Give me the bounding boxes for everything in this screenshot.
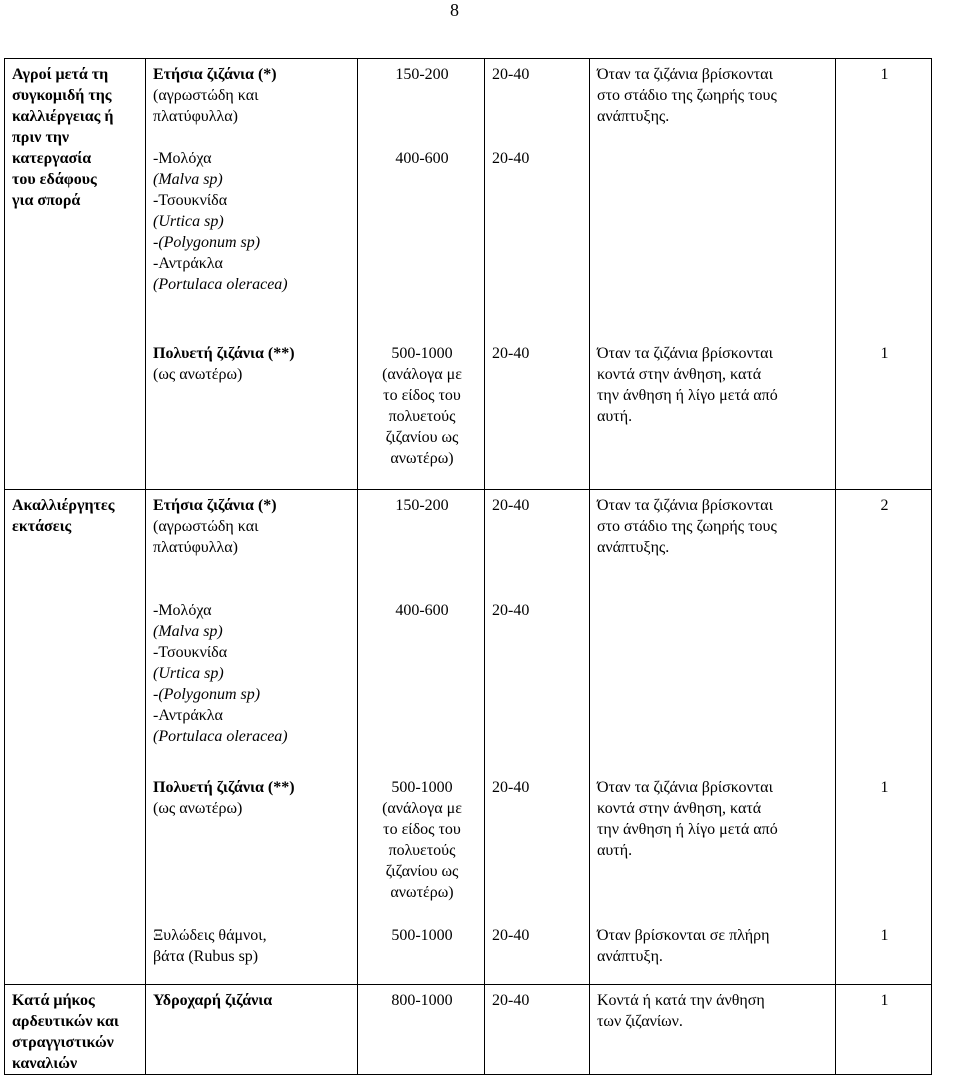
timing-line: ανάπτυξη. [597,947,663,965]
timing-line: την άνθηση ή λίγο μετά από [597,386,778,404]
weed-species-item: -Αντράκλα [153,706,223,724]
application-area-line: καλλιέργειας ή [12,108,114,125]
dose-note: (ανάλογα με [382,799,462,817]
timing-line: αυτή. [597,407,633,425]
application-area-line: αρδευτικών και [12,1013,119,1030]
weed-species-item: -(Polygonum sp) [153,685,261,703]
weed-type-title: Ετήσια ζιζάνια (*) [153,497,277,514]
water-volume-cell: 20-40 [485,920,590,985]
timing-cell [590,338,836,490]
weeds-cell [146,59,358,338]
weed-type-line: (αγρωστώδη και [153,87,259,104]
dose-cell: 400-600 [358,595,485,772]
dose-note: πολυετούς [388,841,456,859]
timing-line: ανάπτυξης. [597,108,670,125]
application-area-cell [5,595,146,772]
weed-type-line: (ως ανωτέρω) [153,799,243,817]
timing-cell [590,490,836,595]
weeds-cell [146,985,358,1075]
weeds-cell [146,490,358,595]
table-row [5,772,932,920]
application-area-cell [5,985,146,1075]
weed-species-item: -Αντράκλα [153,255,223,272]
weeds-cell [146,920,358,985]
weed-species-item: (Portulaca oleracea) [153,727,288,745]
application-area-line: πριν την [12,129,70,146]
weeds-cell [146,338,358,490]
timing-line: στο στάδιο της ζωηρής τους [597,518,777,535]
application-area-cell [5,490,146,595]
weed-species-item: (Malva sp) [153,622,223,640]
timing-line: Όταν τα ζιζάνια βρίσκονται [597,66,773,83]
applications-count-cell: 1 [836,338,932,490]
timing-cell [590,59,836,338]
application-area-cell [5,59,146,338]
dose-cell [358,338,485,490]
application-area-line: Ακαλλιέργητες [12,497,115,514]
dose-cell: 150-200 [358,490,485,595]
weed-type-line: (ως ανωτέρω) [153,365,243,383]
water-volume-cell: 20-40 [485,985,590,1075]
weed-species-item: (Urtica sp) [153,664,224,682]
applications-count-cell: 1 [836,920,932,985]
weed-species-item: -(Polygonum sp) [153,234,261,251]
timing-line: Όταν τα ζιζάνια βρίσκονται [597,344,773,362]
dose-cell: 800-1000 [358,985,485,1075]
weed-species-item: -Τσουκνίδα [153,192,228,209]
table-row [5,338,932,490]
application-area-line: κατεργασία [12,150,92,167]
weed-type-line: βάτα (Rubus sp) [153,947,259,965]
timing-line: ανάπτυξης. [597,539,670,556]
weed-species-item: -Μολόχα [153,150,212,167]
water-volume-cell: 20-40 [485,490,590,595]
timing-cell [590,595,836,772]
weed-type-title: Πολυετή ζιζάνια (**) [153,344,295,362]
application-area-line: στραγγιστικών [12,1034,114,1051]
weeds-cell [146,595,358,772]
table-row [5,985,932,1075]
water-volume-value: 20-40 [492,150,530,167]
water-volume-cell [485,59,590,338]
weed-type-title: Υδροχαρή ζιζάνια [153,992,273,1009]
weed-type-title: Ετήσια ζιζάνια (*) [153,66,277,83]
application-area-line: συγκομιδή της [12,87,112,104]
weed-species-item: -Μολόχα [153,601,212,619]
application-area-cell [5,920,146,985]
dose-cell: 500-1000 [358,920,485,985]
applications-count-cell: 1 [836,985,932,1075]
dose-note: ζιζανίου ως [385,428,459,446]
application-area-line: Κατά μήκος [12,992,95,1009]
weed-species-item: (Malva sp) [153,171,223,188]
dose-note: ζιζανίου ως [385,862,459,880]
weed-species-item: (Portulaca oleracea) [153,276,288,293]
timing-line: την άνθηση ή λίγο μετά από [597,820,778,838]
table-row [5,595,932,772]
page-number: 8 [450,0,459,20]
dose-cell [358,772,485,920]
applications-count-cell: 2 [836,490,932,595]
table-row [5,920,932,985]
weed-type-line: Ξυλώδεις θάμνοι, [153,926,267,944]
dose-note: (ανάλογα με [382,365,462,383]
timing-line: Όταν βρίσκονται σε πλήρη [597,926,770,944]
applications-count-cell: 1 [836,772,932,920]
application-area-line: καναλιών [12,1055,78,1072]
weed-species-item: (Urtica sp) [153,213,224,230]
water-volume-cell: 20-40 [485,595,590,772]
timing-line: των ζιζανίων. [597,1013,683,1030]
water-volume-cell: 20-40 [485,772,590,920]
dose-cell [358,59,485,338]
application-area-line: εκτάσεις [12,518,72,535]
applications-count-cell [836,595,932,772]
dose-note: ανωτέρω) [390,449,454,467]
dose-note: πολυετούς [388,407,456,425]
dose-value: 400-600 [395,150,449,167]
weed-type-line: πλατύφυλλα) [153,108,238,125]
dose-value: 500-1000 [391,778,453,796]
dose-value: 500-1000 [391,344,453,362]
timing-line: στο στάδιο της ζωηρής τους [597,87,777,104]
timing-line: κοντά στην άνθηση, κατά [597,365,762,383]
applications-count-cell: 1 [836,59,932,338]
application-area-line: του εδάφους [12,171,97,188]
dose-note: ανωτέρω) [390,883,454,901]
water-volume-value: 20-40 [492,66,530,83]
dose-note: το είδος του [383,386,461,404]
dose-note: το είδος του [383,820,461,838]
weed-type-title: Πολυετή ζιζάνια (**) [153,778,295,796]
weed-species-item: -Τσουκνίδα [153,643,228,661]
timing-cell [590,920,836,985]
dose-value: 150-200 [395,66,449,83]
timing-line: Όταν τα ζιζάνια βρίσκονται [597,497,773,514]
herbicide-application-table [4,58,932,1075]
weed-type-line: (αγρωστώδη και [153,518,259,535]
timing-line: Όταν τα ζιζάνια βρίσκονται [597,778,773,796]
timing-line: Κοντά ή κατά την άνθηση [597,992,765,1009]
application-area-line: για σπορά [12,192,81,209]
application-area-cell [5,772,146,920]
weeds-cell [146,772,358,920]
timing-line: κοντά στην άνθηση, κατά [597,799,762,817]
timing-cell [590,985,836,1075]
application-area-cell [5,338,146,490]
timing-cell [590,772,836,920]
timing-line: αυτή. [597,841,633,859]
application-area-line: Αγροί μετά τη [12,66,109,83]
weed-type-line: πλατύφυλλα) [153,539,238,556]
table-row [5,59,932,338]
water-volume-cell: 20-40 [485,338,590,490]
table-row [5,490,932,595]
